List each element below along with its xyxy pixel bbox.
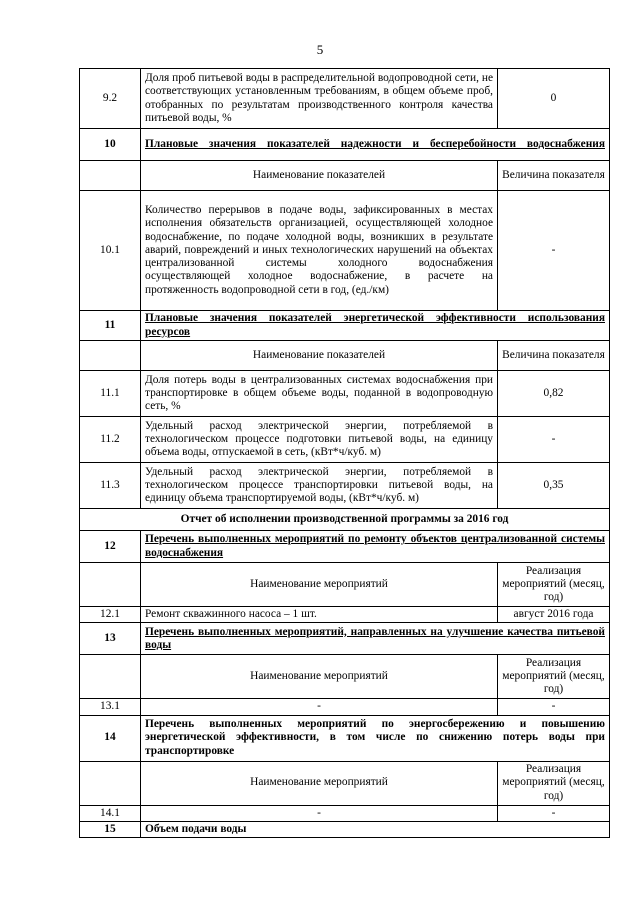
empty-cell — [80, 761, 141, 805]
column-header-row — [80, 655, 610, 699]
table-row — [80, 417, 610, 463]
table-row — [80, 371, 610, 417]
indicators-table — [79, 68, 610, 838]
section-number: 15 — [80, 821, 141, 837]
section-header-row — [80, 821, 610, 837]
measure-text: - — [141, 805, 498, 821]
indicator-text: Удельный расход электрической энергии, потребляемой в технологическом процессе транспортировки питьевой воды, на единицу объема транспортируемой воды, (кВт*ч/куб. м) — [141, 463, 498, 509]
name-column-header: Наименование мероприятий — [141, 655, 498, 699]
section-header-row — [80, 715, 610, 761]
value-column-header: Реализация мероприятий (месяц, год) — [498, 761, 610, 805]
table-row — [80, 463, 610, 509]
row-number: 9.2 — [80, 69, 141, 129]
table-row — [80, 191, 610, 311]
section-title: Объем подачи воды — [141, 821, 610, 837]
section-title: Плановые значения показателей надежности и бесперебойности водоснабжения — [141, 129, 610, 161]
indicator-text: Количество перерывов в подаче воды, зафиксированных в местах исполнения обязательств организацией, осуществляющей холодное водоснабжение, по подаче холодной воды, возникших в результате аварий, повреждений и иных технологических нарушений на объектах централизованной системы холодного водоснабжения осуществляющей холодное водоснабжение, в расчете на протяженность водопроводной сети в год, (ед./км) — [141, 191, 498, 311]
report-title: Отчет об исполнении производственной программы за 2016 год — [80, 509, 610, 531]
value-column-header: Реализация мероприятий (месяц, год) — [498, 655, 610, 699]
table-row — [80, 607, 610, 623]
report-title-row — [80, 509, 610, 531]
row-number: 12.1 — [80, 607, 141, 623]
section-number: 11 — [80, 311, 141, 341]
section-title: Перечень выполненных мероприятий, направленных на улучшение качества питьевой воды — [141, 623, 610, 655]
section-number: 12 — [80, 531, 141, 563]
measure-date: - — [498, 699, 610, 715]
empty-cell — [80, 341, 141, 371]
indicator-value: 0 — [498, 69, 610, 129]
section-header-row — [80, 623, 610, 655]
column-header-row — [80, 161, 610, 191]
empty-cell — [80, 161, 141, 191]
measure-text: Ремонт скважинного насоса – 1 шт. — [141, 607, 498, 623]
name-column-header: Наименование мероприятий — [141, 563, 498, 607]
section-number: 10 — [80, 129, 141, 161]
row-number: 11.2 — [80, 417, 141, 463]
section-header-row — [80, 531, 610, 563]
name-column-header: Наименование показателей — [141, 341, 498, 371]
indicator-text: Доля потерь воды в централизованных системах водоснабжения при транспортировке в общем объеме воды, поданной в водопроводную сеть, % — [141, 371, 498, 417]
indicator-text: Доля проб питьевой воды в распределительной водопроводной сети, не соответствующих установленным требованиям, в общем объеме проб, отобранных по результатам производственного контроля качества питьевой воды, % — [141, 69, 498, 129]
table-row — [80, 699, 610, 715]
value-column-header: Величина показателя — [498, 161, 610, 191]
indicator-value: 0,35 — [498, 463, 610, 509]
value-column-header: Реализация мероприятий (месяц, год) — [498, 563, 610, 607]
section-number: 13 — [80, 623, 141, 655]
column-header-row — [80, 563, 610, 607]
empty-cell — [80, 563, 141, 607]
page-number: 5 — [316, 42, 324, 57]
table-row — [80, 805, 610, 821]
row-number: 10.1 — [80, 191, 141, 311]
name-column-header: Наименование показателей — [141, 161, 498, 191]
measure-text: - — [141, 699, 498, 715]
section-header-row — [80, 311, 610, 341]
section-header-row — [80, 129, 610, 161]
indicator-value: - — [498, 417, 610, 463]
indicator-value: 0,82 — [498, 371, 610, 417]
row-number: 11.1 — [80, 371, 141, 417]
value-column-header: Величина показателя — [498, 341, 610, 371]
row-number: 14.1 — [80, 805, 141, 821]
empty-cell — [80, 655, 141, 699]
column-header-row — [80, 761, 610, 805]
column-header-row — [80, 341, 610, 371]
table-row — [80, 69, 610, 129]
section-title: Перечень выполненных мероприятий по энергосбережению и повышению энергетической эффективности, в том числе по снижению потерь воды при транспортировке — [141, 715, 610, 761]
indicator-text: Удельный расход электрической энергии, потребляемой в технологическом процессе подготовки питьевой воды, на единицу объема воды, отпускаемой в сеть, (кВт*ч/куб. м) — [141, 417, 498, 463]
measure-date: август 2016 года — [498, 607, 610, 623]
indicator-value: - — [498, 191, 610, 311]
section-title: Плановые значения показателей энергетической эффективности использования ресурсов — [141, 311, 610, 341]
measure-date: - — [498, 805, 610, 821]
section-number: 14 — [80, 715, 141, 761]
row-number: 11.3 — [80, 463, 141, 509]
section-title: Перечень выполненных мероприятий по ремонту объектов централизованной системы водоснабжения — [141, 531, 610, 563]
row-number: 13.1 — [80, 699, 141, 715]
name-column-header: Наименование мероприятий — [141, 761, 498, 805]
